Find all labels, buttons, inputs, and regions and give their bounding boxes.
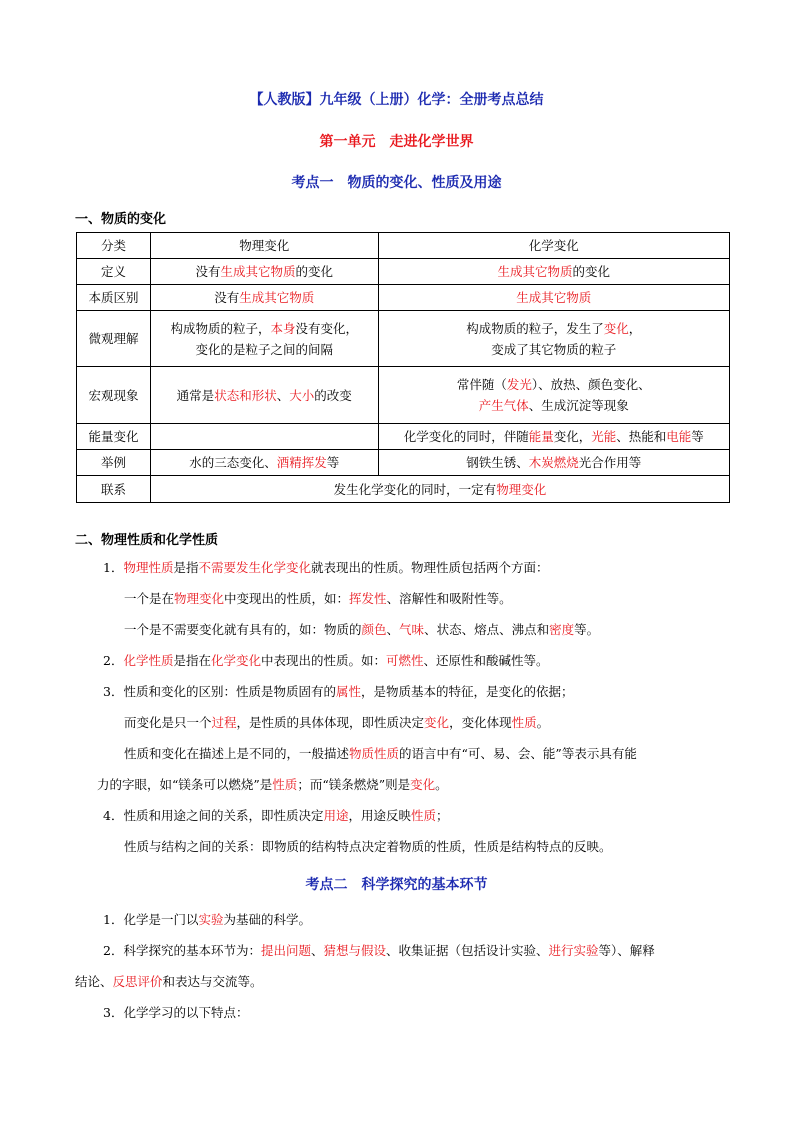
paragraph: 一个是不需要变化就有具有的，如：物质的颜色、气味、状态、熔点、沸点和密度等。 [124, 622, 600, 637]
table-row [77, 476, 730, 503]
paragraph: 1．化学是一门以实验为基础的科学。 [103, 912, 311, 927]
table-cell: 没有生成其它物质的变化 [150, 259, 378, 285]
table-cell: 钢铁生锈、木炭燃烧光合作用等 [378, 450, 729, 476]
header-cell: 物理变化 [150, 233, 378, 259]
table-cell: 构成物质的粒子，本身没有变化， 变化的是粒子之间的间隔 [150, 311, 378, 367]
key-point-2-title: 考点二 科学探究的基本环节 [305, 877, 488, 893]
table-cell: 生成其它物质 [378, 285, 729, 311]
table-row [77, 311, 730, 367]
table-cell: 水的三态变化、酒精挥发等 [150, 450, 378, 476]
document-title: 【人教版】九年级（上册）化学：全册考点总结 [249, 92, 544, 108]
paragraph: 2．科学探究的基本环节为：提出问题、猜想与假设、收集证据（包括设计实验、进行实验等）、解释 [103, 943, 655, 958]
paragraph: 一个是在物理变化中变现出的性质，如：挥发性、溶解性和吸附性等。 [124, 591, 512, 606]
row-label: 宏观现象 [77, 367, 151, 424]
header-cell: 分类 [77, 233, 151, 259]
paragraph: 结论、反思评价和表达与交流等。 [75, 974, 263, 989]
paragraph: 性质和变化在描述上是不同的，一般描述物质性质的语言中有“可、易、会、能”等表示具有能 [124, 746, 637, 761]
table-cell: 常伴随（发光）、放热、颜色变化、 产生气体、生成沉淀等现象 [378, 367, 729, 424]
table-cell: 没有生成其它物质 [150, 285, 378, 311]
paragraph: 性质与结构之间的关系：即物质的结构特点决定着物质的性质，性质是结构特点的反映。 [124, 839, 612, 854]
table-row [77, 259, 730, 285]
table-row [77, 367, 730, 424]
paragraph: 2．化学性质是指在化学变化中表现出的性质。如：可燃性、还原性和酸碱性等。 [103, 653, 549, 668]
paragraph: 3．化学学习的以下特点： [103, 1005, 249, 1020]
unit-title: 第一单元 走进化学世界 [319, 134, 474, 150]
table-cell: 通常是状态和形状、大小的改变 [150, 367, 378, 424]
table-cell: 发生化学变化的同时，一定有物理变化 [150, 476, 729, 503]
section-1-heading: 一、物质的变化 [75, 212, 167, 227]
row-label: 能量变化 [77, 424, 151, 450]
row-label: 联系 [77, 476, 151, 503]
row-label: 举例 [77, 450, 151, 476]
key-point-1-title: 考点一 物质的变化、性质及用途 [291, 175, 502, 191]
table-row [77, 424, 730, 450]
table-cell: 构成物质的粒子，发生了变化， 变成了其它物质的粒子 [378, 311, 729, 367]
change-comparison-table [76, 232, 730, 503]
paragraph: 而变化是只一个过程，是性质的具体体现，即性质决定变化，变化体现性质。 [124, 715, 550, 730]
row-label: 定义 [77, 259, 151, 285]
paragraph: 力的字眼，如“镁条可以燃烧”是性质；而“镁条燃烧”则是变化。 [97, 777, 448, 792]
paragraph: 3．性质和变化的区别：性质是物质固有的属性，是物质基本的特征，是变化的依据； [103, 684, 574, 699]
table-row [77, 285, 730, 311]
table-header-row [77, 233, 730, 259]
section-2-heading: 二、物理性质和化学性质 [75, 533, 219, 548]
table-cell: 生成其它物质的变化 [378, 259, 729, 285]
header-cell: 化学变化 [378, 233, 729, 259]
paragraph: 1．物理性质是指不需要发生化学变化就表现出的性质。物理性质包括两个方面： [103, 560, 549, 575]
paragraph: 4．性质和用途之间的关系，即性质决定用途，用途反映性质； [103, 808, 449, 823]
table-cell [150, 424, 378, 450]
table-row [77, 450, 730, 476]
row-label: 本质区别 [77, 285, 151, 311]
row-label: 微观理解 [77, 311, 151, 367]
table-cell: 化学变化的同时，伴随能量变化，光能、热能和电能等 [378, 424, 729, 450]
